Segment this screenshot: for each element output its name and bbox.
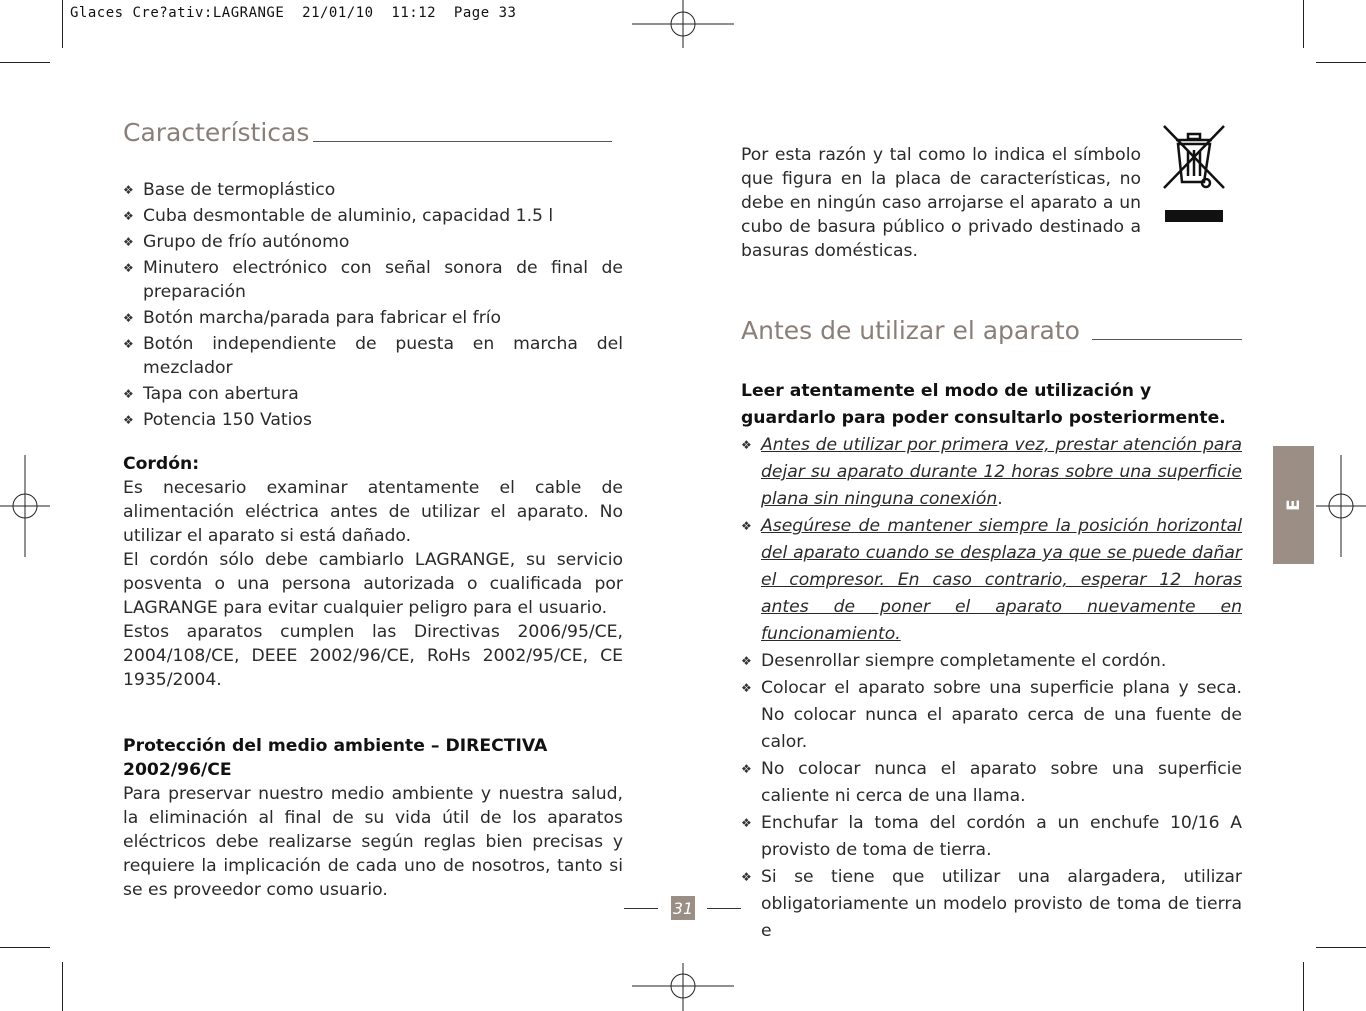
list-item: ❖ Cuba desmontable de aluminio, capacidad 1.5 l xyxy=(123,204,623,228)
list-item: ❖ Enchufar la toma del cordón a un enchufe 10/16 A provisto de toma de tierra. xyxy=(741,810,1242,864)
crop-mark xyxy=(62,962,63,1011)
list-item: ❖ No colocar nunca el aparato sobre una superficie caliente ni cerca de una llama. xyxy=(741,756,1242,810)
usage-block xyxy=(741,378,1242,945)
cord-paragraph: Es necesario examinar atentamente el cable de alimentación eléctrica antes de utilizar el aparato. No utilizar el aparato si está dañado. xyxy=(123,478,623,546)
crop-mark xyxy=(0,947,50,948)
language-tab-label: E xyxy=(1283,499,1304,511)
list-item xyxy=(741,513,1242,648)
list-item: ❖ Base de termoplástico xyxy=(123,178,623,202)
crossed-out-wheelie-bin-icon xyxy=(1158,122,1230,226)
section-title-caracteristicas: Características xyxy=(123,118,310,147)
list-item: ❖ Grupo de frío autónomo xyxy=(123,230,623,254)
cord-heading: Cordón: xyxy=(123,454,200,474)
list-item-text-end: . xyxy=(997,489,1003,509)
list-item: ❖ Tapa con abertura xyxy=(123,382,623,406)
list-item: ❖ Potencia 150 Vatios xyxy=(123,408,623,432)
list-item-text: Antes de utilizar por primera vez, prestar atención para dejar su aparato durante 12 horas sobre una superficie plana sin ninguna conexión xyxy=(761,435,1242,509)
crop-mark xyxy=(0,62,50,63)
disposal-paragraph: Por esta razón y tal como lo indica el símbolo que figura en la placa de características, no debe en ningún caso arrojarse el aparato a un cubo de basura público o privado destinado a basuras domésticas. xyxy=(741,145,1141,261)
usage-list xyxy=(741,432,1242,945)
registration-mark-icon xyxy=(632,0,734,50)
crop-mark xyxy=(1316,62,1366,63)
registration-mark-icon xyxy=(0,455,50,557)
list-item: ❖ Minutero electrónico con señal sonora de final de preparación xyxy=(123,256,623,304)
features-list xyxy=(123,178,623,432)
list-item: ❖ Si se tiene que utilizar una alargadera, utilizar obligatoriamente un modelo provisto de toma de tierra e xyxy=(741,864,1242,945)
cord-block xyxy=(123,452,623,692)
features-block xyxy=(123,178,623,434)
environment-paragraph: Para preservar nuestro medio ambiente y nuestra salud, la eliminación al final de su vida útil de los aparatos eléctricos debe realizarse según reglas bien precisas y requiere la implicación de cada uno de nosotros, tanto si se es proveedor como usuario. xyxy=(123,784,623,900)
section-title-antes: Antes de utilizar el aparato xyxy=(741,316,1080,345)
crop-mark xyxy=(1316,947,1366,948)
language-tab xyxy=(1273,446,1314,564)
environment-heading: Protección del medio ambiente – DIRECTIVA 2002/96/CE xyxy=(123,736,548,780)
print-slug: Glaces Cre?ativ:LAGRANGE 21/01/10 11:12 Page 33 xyxy=(70,5,517,21)
list-item: ❖ Botón marcha/parada para fabricar el frío xyxy=(123,306,623,330)
registration-mark-icon xyxy=(632,961,734,1011)
crop-mark xyxy=(1303,0,1304,48)
list-item: ❖ Desenrollar siempre completamente el cordón. xyxy=(741,648,1242,675)
list-item xyxy=(741,432,1242,513)
page-number: 31 xyxy=(671,896,695,920)
registration-mark-icon xyxy=(1316,455,1366,557)
list-item: ❖ Colocar el aparato sobre una superficie plana y seca. No colocar nunca el aparato cerca de una fuente de calor. xyxy=(741,675,1242,756)
usage-lead: Leer atentamente el modo de utilización y guardarlo para poder consultarlo posteriormente. xyxy=(741,381,1226,428)
page-number-rule xyxy=(707,908,741,909)
list-item: ❖ Botón independiente de puesta en marcha del mezclador xyxy=(123,332,623,380)
crop-mark xyxy=(1303,962,1304,1011)
page-number-rule xyxy=(624,908,658,909)
title-rule xyxy=(313,141,612,142)
cord-paragraph: El cordón sólo debe cambiarlo LAGRANGE, su servicio posventa o una persona autorizada o cualificada por LAGRANGE para evitar cualquier peligro para el usuario. xyxy=(123,550,623,618)
cord-paragraph: Estos aparatos cumplen las Directivas 2006/95/CE, 2004/108/CE, DEEE 2002/96/CE, RoHs 2002/95/CE, CE 1935/2004. xyxy=(123,622,623,690)
list-item-text: Asegúrese de mantener siempre la posición horizontal del aparato cuando se desplaza ya que se puede dañar el compresor. En caso contrario, esperar 12 horas antes de poner el aparato nuevamente en funcionamiento. xyxy=(761,516,1242,644)
environment-block xyxy=(123,734,623,902)
title-rule xyxy=(1092,339,1242,340)
disposal-paragraph-block xyxy=(741,143,1141,263)
crop-mark xyxy=(62,0,63,48)
